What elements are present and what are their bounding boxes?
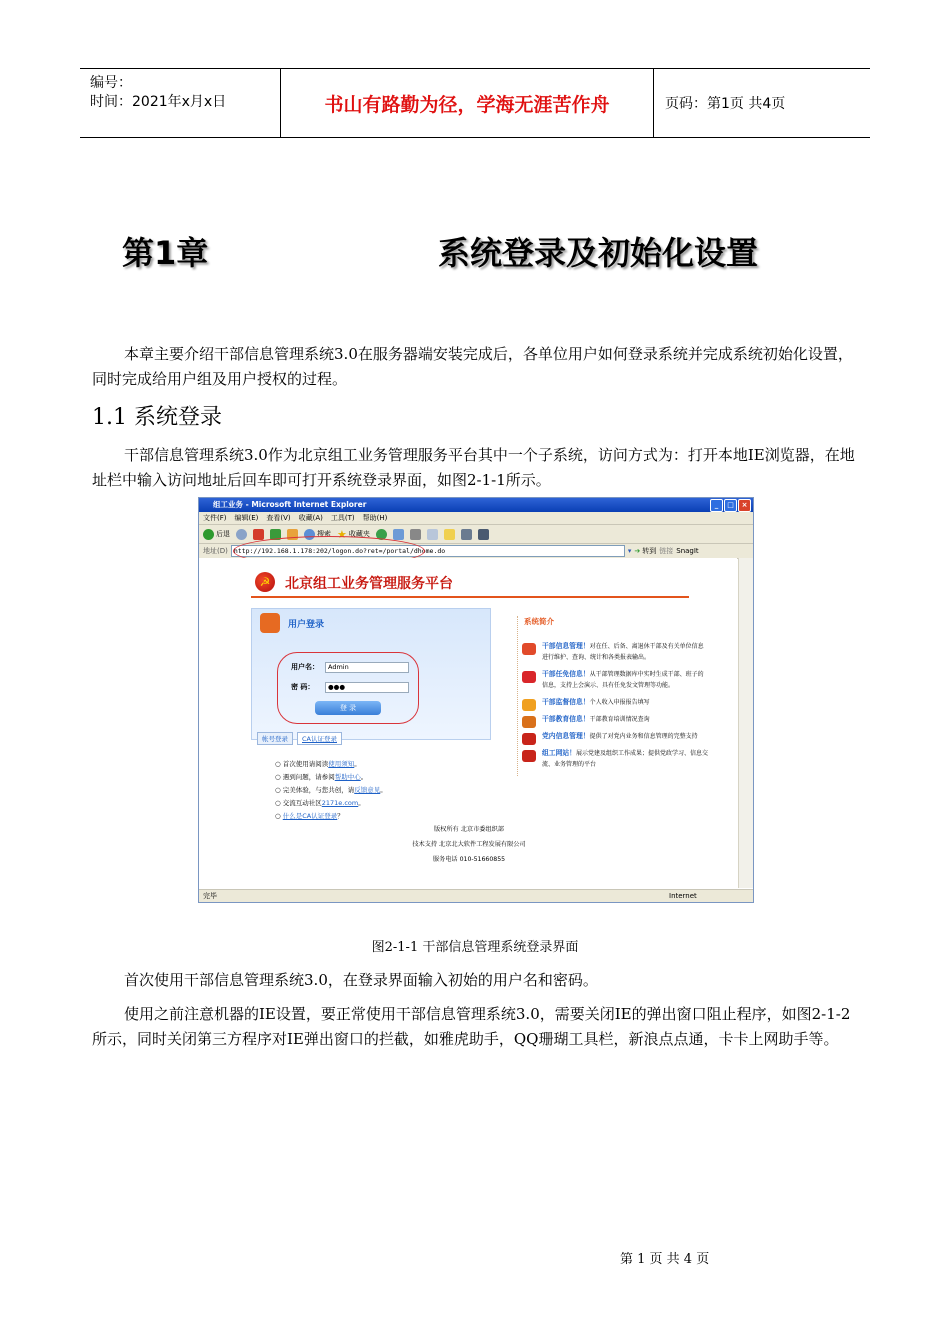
menu-file[interactable]: 文件(F)	[203, 514, 227, 522]
copyright-line: 版权所有 北京市委组织部	[433, 826, 505, 833]
go-button[interactable]: ➔ 转到	[634, 547, 657, 555]
list-item: 党内信息管理！提供了对党内业务和信息管理的完整支持	[522, 731, 708, 742]
notes-icon[interactable]	[444, 529, 455, 540]
username-field[interactable]: Admin	[325, 662, 409, 673]
ie-settings-paragraph: 使用之前注意机器的IE设置，要正常使用干部信息管理系统3.0，需要关闭IE的弹出窗口阻止程序，如图2-1-2所示，同时关闭第三方程序对IE弹出窗口的拦截，如雅虎助手，QQ珊瑚工具栏，新浪点点通，卡卡上网助手等。	[92, 1005, 851, 1048]
window-titlebar	[199, 498, 753, 512]
messenger-icon[interactable]	[478, 529, 489, 540]
access-paragraph: 干部信息管理系统3.0作为北京组工业务管理服务平台其中一个子系统，访问方式为：打开本地IE浏览器，在地址栏中输入访问地址后回车即可打开系统登录界面，如图2-1-1所示。	[92, 446, 855, 489]
chapter-number: 第1章	[122, 234, 209, 272]
favorites-button[interactable]: ★ 收藏夹	[337, 527, 370, 541]
list-item: 干部信息管理！对在任、后备、离退休干部及有关单位信息进行维护、查询、统计和各类报表输出。	[522, 641, 708, 663]
list-item: 干部监督信息！个人收入申报报告填写	[522, 697, 708, 708]
list-item: ○ 什么是CA认证登录？	[275, 810, 387, 823]
header-meta-cell	[80, 69, 281, 137]
close-icon[interactable]: ×	[738, 499, 751, 512]
party-emblem-icon: ☭	[255, 572, 275, 592]
menu-edit[interactable]: 编辑(E)	[234, 514, 259, 522]
supervision-icon	[522, 699, 536, 711]
support-line: 技术支持 北京北大软件工程发展有限公司	[412, 841, 526, 848]
vertical-scrollbar[interactable]	[738, 558, 753, 888]
note-link[interactable]: 帮助中心	[334, 773, 361, 781]
system-intro	[517, 616, 708, 776]
password-label: 密 码：	[291, 683, 315, 691]
help-notes	[275, 758, 387, 823]
page-info: 页码：第1页 共4页	[665, 96, 786, 112]
links-button[interactable]: 链接	[659, 547, 674, 555]
appointment-icon	[522, 671, 536, 683]
menu-help[interactable]: 帮助(H)	[362, 514, 388, 522]
intro-link[interactable]: 干部任免信息！	[542, 670, 590, 678]
chapter-title: 系统登录及初始化设置	[438, 234, 759, 272]
intro-link[interactable]: 干部信息管理！	[542, 642, 590, 650]
search-button[interactable]: 搜索	[304, 529, 331, 540]
stop-icon[interactable]	[253, 529, 264, 540]
tab-account-login[interactable]: 帐号登录	[257, 732, 293, 745]
phone-line: 服务电话 010-51660855	[432, 856, 506, 863]
back-button[interactable]: 后退	[203, 529, 230, 540]
mail-icon[interactable]	[393, 529, 404, 540]
note-link[interactable]: 反馈意见	[354, 786, 381, 794]
snagit-button[interactable]: SnagIt	[676, 547, 699, 555]
login-highlight-oval	[277, 652, 419, 724]
motto: 书山有路勤为径，学海无涯苦作舟	[281, 69, 654, 137]
username-label: 用户名：	[291, 663, 319, 671]
menu-tools[interactable]: 工具(T)	[330, 514, 355, 522]
print-icon[interactable]	[410, 529, 421, 540]
time-label: 时间：2021年x月x日	[90, 94, 227, 110]
intro-link[interactable]: 党内信息管理！	[542, 732, 590, 740]
list-item: ○ 遇到问题，请参阅帮助中心。	[275, 771, 387, 784]
intro-link[interactable]: 组工网站！	[542, 749, 576, 757]
address-label: 地址(D)	[203, 547, 228, 555]
education-icon	[522, 716, 536, 728]
intro-title: 系统简介	[524, 617, 554, 626]
minimize-icon[interactable]: _	[710, 499, 723, 512]
menu-bar	[199, 512, 753, 525]
section-title: 1.1 系统登录	[92, 405, 222, 430]
login-tabs	[257, 732, 342, 745]
password-field[interactable]: ●●●	[325, 682, 409, 693]
number-label: 编号：	[90, 75, 132, 91]
user-login-icon	[260, 613, 280, 633]
status-text: 完毕	[203, 892, 217, 900]
page-content	[199, 558, 737, 888]
page-header	[80, 68, 870, 138]
back-icon	[203, 529, 214, 540]
portal-title: 北京组工业务管理服务平台	[285, 576, 453, 592]
edit-icon[interactable]	[427, 529, 438, 540]
forward-icon[interactable]	[236, 529, 247, 540]
address-input[interactable]: http://192.168.1.178:202/logon.do?ret=/portal/dhome.do	[231, 545, 625, 557]
login-title: 用户登录	[288, 620, 325, 630]
login-button[interactable]: 登 录	[315, 701, 381, 715]
note-link[interactable]: 2171e.com	[321, 799, 359, 807]
cadre-info-icon	[522, 643, 536, 655]
note-link[interactable]: 什么是CA认证登录	[282, 812, 338, 820]
menu-view[interactable]: 查看(V)	[266, 514, 291, 522]
zone-label: Internet	[669, 892, 697, 900]
note-link[interactable]: 使用须知	[328, 760, 355, 768]
star-icon: ★	[337, 527, 347, 541]
tab-ca-login[interactable]: CA认证登录	[297, 732, 342, 745]
website-icon	[522, 750, 536, 762]
list-item: ○ 首次使用请阅读使用须知。	[275, 758, 387, 771]
menu-favorites[interactable]: 收藏(A)	[298, 514, 323, 522]
intro-link[interactable]: 干部监督信息！	[542, 698, 590, 706]
portal-footer	[369, 822, 569, 867]
list-item: 组工网站！展示党建及组织工作成果；提供党政学习、信息交流、业务管理的平台	[522, 748, 708, 770]
first-use-paragraph: 首次使用干部信息管理系统3.0，在登录界面输入初始的用户名和密码。	[124, 971, 598, 989]
status-bar	[199, 889, 753, 902]
go-icon: ➔	[634, 547, 641, 555]
address-dropdown-icon[interactable]: ▾	[627, 547, 632, 555]
list-item: ○ 交流互动社区2171e.com。	[275, 797, 387, 810]
figure-caption: 图2-1-1 干部信息管理系统登录界面	[371, 940, 579, 955]
login-screenshot	[198, 497, 754, 903]
maximize-icon[interactable]: □	[724, 499, 737, 512]
research-icon[interactable]	[461, 529, 472, 540]
intro-paragraph: 本章主要介绍干部信息管理系统3.0在服务器端安装完成后，各单位用户如何登录系统并完成系统初始化设置，同时完成给用户组及用户授权的过程。	[92, 345, 853, 388]
list-item: ○ 完美体验，与您共创，请反馈意见。	[275, 784, 387, 797]
intro-link[interactable]: 干部教育信息！	[542, 715, 590, 723]
party-info-icon	[522, 733, 536, 745]
list-item: 干部教育信息！干部教育培训情况查询	[522, 714, 708, 725]
portal-banner	[251, 570, 689, 598]
window-title: 组工业务 - Microsoft Internet Explorer	[213, 500, 367, 509]
page-footer: 第 1 页 共 4 页	[620, 1252, 710, 1267]
list-item: 干部任免信息！从干部管理数据库中实时生成干部、班子的信息，支持上会演示、具有任免发文管理等功能。	[522, 669, 708, 691]
